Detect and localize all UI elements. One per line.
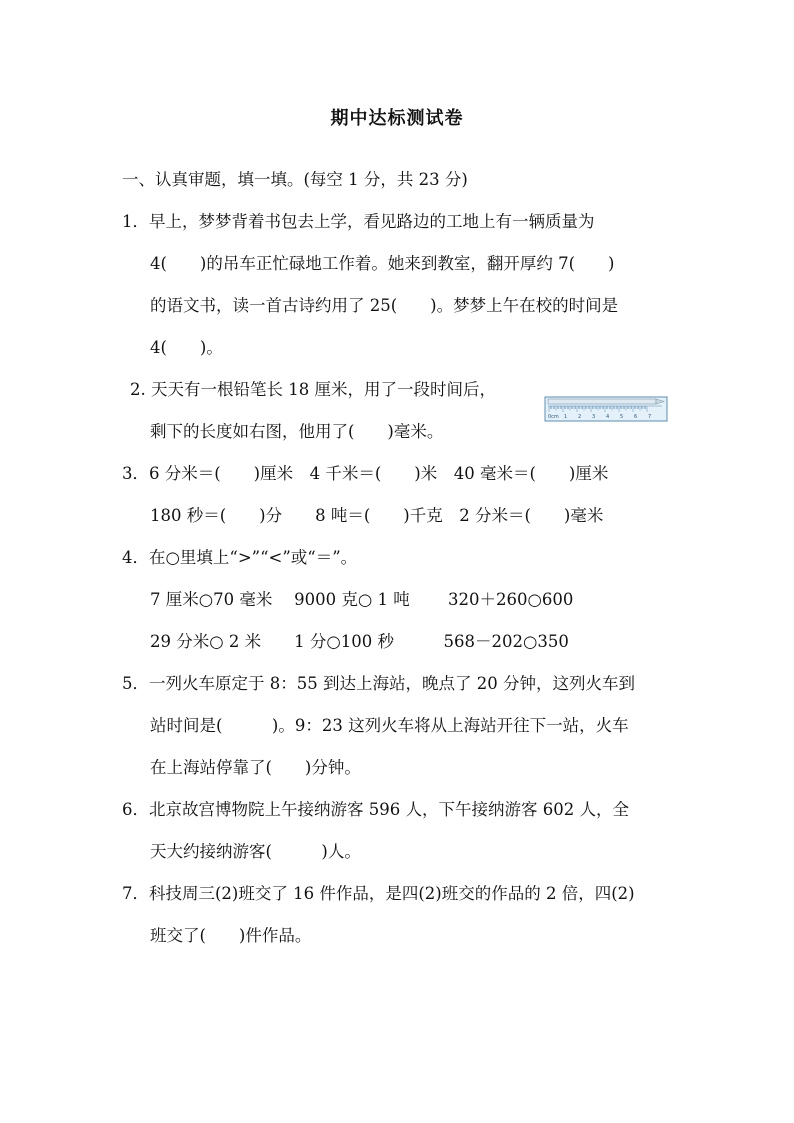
- pencil-ruler-figure: [544, 396, 668, 422]
- question-4-line-1: 4．在○里填上“>”“<”或“＝”。: [122, 548, 358, 567]
- question-2-line-1: 2. 天天有一根铅笔长 18 厘米，用了一段时间后，: [130, 380, 496, 399]
- question-4-line-3: 29 分米○ 2 米 1 分○100 秒 568－202○350: [150, 632, 569, 651]
- ruler-tick-label: 4: [606, 414, 610, 420]
- question-4-line-2: 7 厘米○70 毫米 9000 克○ 1 吨 320＋260○600: [150, 590, 574, 609]
- question-1-line-4: 4( )。: [150, 338, 223, 357]
- question-7-line-2: 班交了( )件作品。: [150, 926, 312, 945]
- ruler-tick-label: 6: [634, 414, 638, 420]
- question-5-line-3: 在上海站停靠了( )分钟。: [150, 758, 361, 777]
- question-1-line-3: 的语文书，读一首古诗约用了 25( )。梦梦上午在校的时间是: [150, 296, 619, 315]
- ruler-tick-label: 7: [648, 414, 652, 420]
- ruler-tick-label: 0cm: [548, 414, 559, 420]
- question-6-line-2: 天大约接纳游客( )人。: [150, 842, 361, 861]
- ruler-tick-label: 1: [564, 414, 568, 420]
- ruler-tick-label: 2: [578, 414, 582, 420]
- page-title: 期中达标测试卷: [330, 108, 464, 129]
- question-6-line-1: 6．北京故宫博物院上午接纳游客 596 人，下午接纳游客 602 人，全: [122, 800, 629, 819]
- question-2-line-2: 剩下的长度如右图，他用了( )毫米。: [150, 422, 444, 441]
- ruler-tick-label: 5: [620, 414, 624, 420]
- question-5-line-2: 站时间是( )。9：23 这列火车将从上海站开往下一站，火车: [150, 716, 629, 735]
- question-3-line-2: 180 秒＝( )分 8 吨＝( )千克 2 分米＝( )毫米: [150, 506, 604, 525]
- question-1-line-2: 4( )的吊车正忙碌地工作着。她来到教室，翻开厚约 7( ): [150, 254, 615, 273]
- question-7-line-1: 7．科技周三(2)班交了 16 件作品，是四(2)班交的作品的 2 倍，四(2): [122, 884, 635, 903]
- section-heading: 一、认真审题，填一填。(每空 1 分，共 23 分): [122, 170, 468, 189]
- question-1-line-1: 1．早上，梦梦背着书包去上学，看见路边的工地上有一辆质量为: [122, 212, 595, 231]
- question-3-line-1: 3．6 分米＝( )厘米 4 千米＝( )米 40 毫米＝( )厘米: [122, 464, 609, 483]
- ruler-tick-label: 3: [592, 414, 596, 420]
- question-5-line-1: 5．一列火车原定于 8：55 到达上海站，晚点了 20 分钟，这列火车到: [122, 674, 635, 693]
